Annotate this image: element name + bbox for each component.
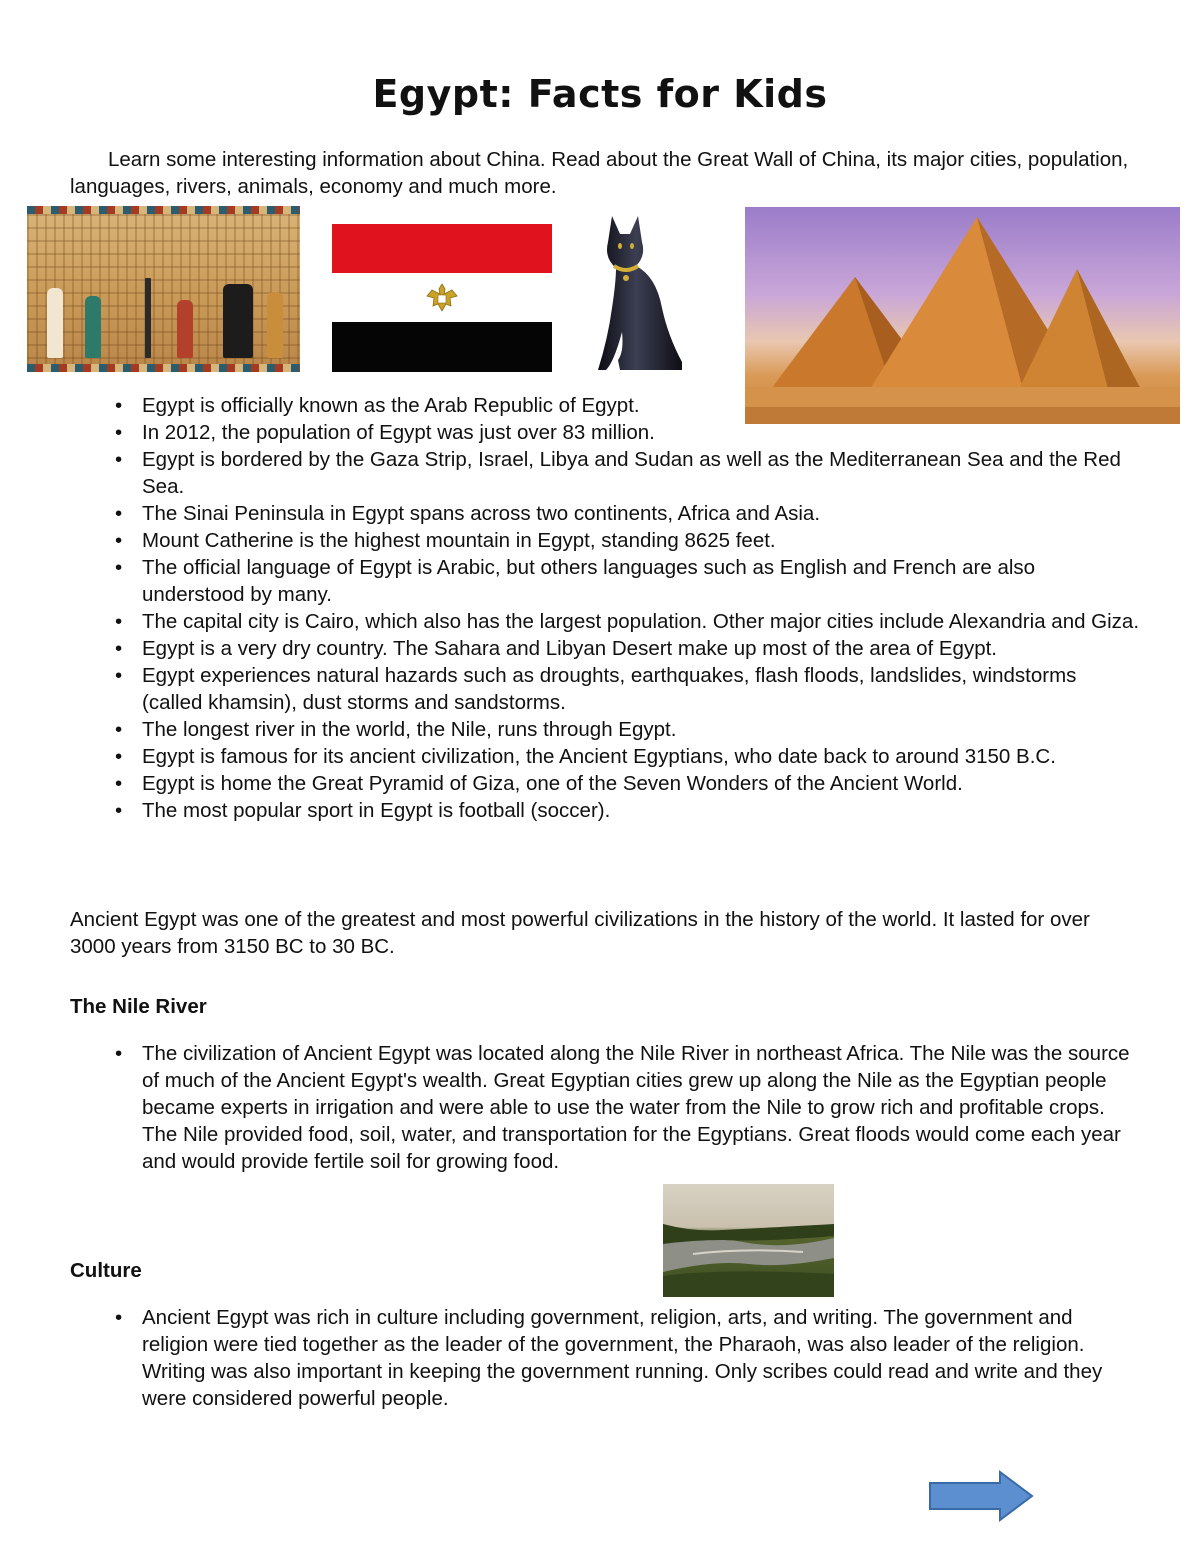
fact-item-text: Egypt experiences natural hazards such as droughts, earthquakes, flash floods, landslides, windstorms (called khamsin), dust storms and sandstorms. bbox=[142, 664, 1077, 714]
fact-item-text: The Sinai Peninsula in Egypt spans across two continents, Africa and Asia. bbox=[142, 502, 821, 525]
fact-item-text: Egypt is officially known as the Arab Republic of Egypt. bbox=[142, 394, 640, 417]
fact-item-text: Egypt is home the Great Pyramid of Giza, one of the Seven Wonders of the Ancient World. bbox=[142, 772, 963, 795]
egypt-flag-image bbox=[332, 224, 552, 372]
fact-item-text: Mount Catherine is the highest mountain in Egypt, standing 8625 feet. bbox=[142, 529, 776, 552]
bastet-cat-statue-image bbox=[590, 212, 690, 374]
fact-item-text: The official language of Egypt is Arabic, but others languages such as English and French are also understood by many. bbox=[142, 556, 1036, 606]
bullet-icon: • bbox=[115, 610, 123, 633]
fact-item bbox=[0, 770, 1142, 797]
fact-item bbox=[0, 554, 1142, 608]
fact-item bbox=[0, 446, 1142, 500]
fact-item bbox=[0, 392, 1142, 419]
fact-item-text: Egypt is bordered by the Gaza Strip, Israel, Libya and Sudan as well as the Mediterranean Sea and the Red Sea. bbox=[142, 448, 1121, 498]
bullet-icon: • bbox=[115, 745, 123, 768]
bullet-icon: • bbox=[115, 718, 123, 741]
hieroglyph-papyrus-image bbox=[27, 206, 300, 372]
nile-item bbox=[0, 1040, 1142, 1175]
culture-list bbox=[0, 1304, 1142, 1412]
fact-item bbox=[0, 527, 1142, 554]
nile-item-text: The civilization of Ancient Egypt was located along the Nile River in northeast Africa. The Nile was the source of much of the Ancient Egypt's wealth. Great Egyptian cities grew up along the Nile as the Egyptian people became experts in irrigation and were able to use the water from the Nile to grow rich and profitable crops. The Nile provided food, soil, water, and transportation for the Egyptians. Great floods would come each year and would provide fertile soil for growing food. bbox=[142, 1042, 1130, 1173]
fact-item bbox=[0, 743, 1142, 770]
bullet-icon: • bbox=[115, 448, 123, 471]
fact-item bbox=[0, 716, 1142, 743]
culture-item-text: Ancient Egypt was rich in culture including government, religion, arts, and writing. The government and religion were tied together as the leader of the government, the Pharaoh, was also leader of the religion. Writing was also important in keeping the government running. Only scribes could read and write and they were considered powerful people. bbox=[142, 1306, 1103, 1410]
bullet-icon: • bbox=[115, 1306, 123, 1329]
bullet-icon: • bbox=[115, 637, 123, 660]
bullet-icon: • bbox=[115, 394, 123, 417]
fact-item-text: In 2012, the population of Egypt was just over 83 million. bbox=[142, 421, 655, 444]
bullet-icon: • bbox=[115, 529, 123, 552]
fact-item-text: The most popular sport in Egypt is football (soccer). bbox=[142, 799, 611, 822]
fact-item-text: The capital city is Cairo, which also has the largest population. Other major cities include Alexandria and Giza. bbox=[142, 610, 1140, 633]
bullet-icon: • bbox=[115, 421, 123, 444]
fact-item-text: Egypt is famous for its ancient civilization, the Ancient Egyptians, who date back to around 3150 B.C. bbox=[142, 745, 1056, 768]
ancient-egypt-paragraph: Ancient Egypt was one of the greatest and most powerful civilizations in the history of the world. It lasted for over 3000 years from 3150 BC to 30 BC. bbox=[70, 908, 1090, 958]
fact-item bbox=[0, 608, 1142, 635]
right-arrow-icon[interactable] bbox=[928, 1470, 1034, 1522]
nile-river-image bbox=[663, 1184, 834, 1297]
nile-river-list bbox=[0, 1040, 1142, 1175]
bullet-icon: • bbox=[115, 1042, 123, 1065]
bullet-icon: • bbox=[115, 799, 123, 822]
page-title: Egypt: Facts for Kids bbox=[372, 72, 828, 116]
fact-item-text: Egypt is a very dry country. The Sahara and Libyan Desert make up most of the area of Egypt. bbox=[142, 637, 997, 660]
bullet-icon: • bbox=[115, 772, 123, 795]
nile-river-drawing bbox=[663, 1184, 834, 1297]
intro-paragraph: Learn some interesting information about China. Read about the Great Wall of China, its major cities, population, languages, rivers, animals, economy and much more. bbox=[70, 148, 1129, 198]
nile-river-heading: The Nile River bbox=[70, 995, 207, 1018]
culture-item bbox=[0, 1304, 1142, 1412]
fact-item bbox=[0, 797, 1142, 824]
fact-item bbox=[0, 662, 1142, 716]
fact-item bbox=[0, 419, 1142, 446]
culture-heading: Culture bbox=[70, 1259, 142, 1282]
eagle-of-saladin-icon bbox=[424, 280, 460, 316]
bullet-icon: • bbox=[115, 664, 123, 687]
facts-list bbox=[0, 392, 1142, 824]
bullet-icon: • bbox=[115, 556, 123, 579]
bullet-icon: • bbox=[115, 502, 123, 525]
fact-item bbox=[0, 500, 1142, 527]
fact-item-text: The longest river in the world, the Nile, runs through Egypt. bbox=[142, 718, 677, 741]
fact-item bbox=[0, 635, 1142, 662]
